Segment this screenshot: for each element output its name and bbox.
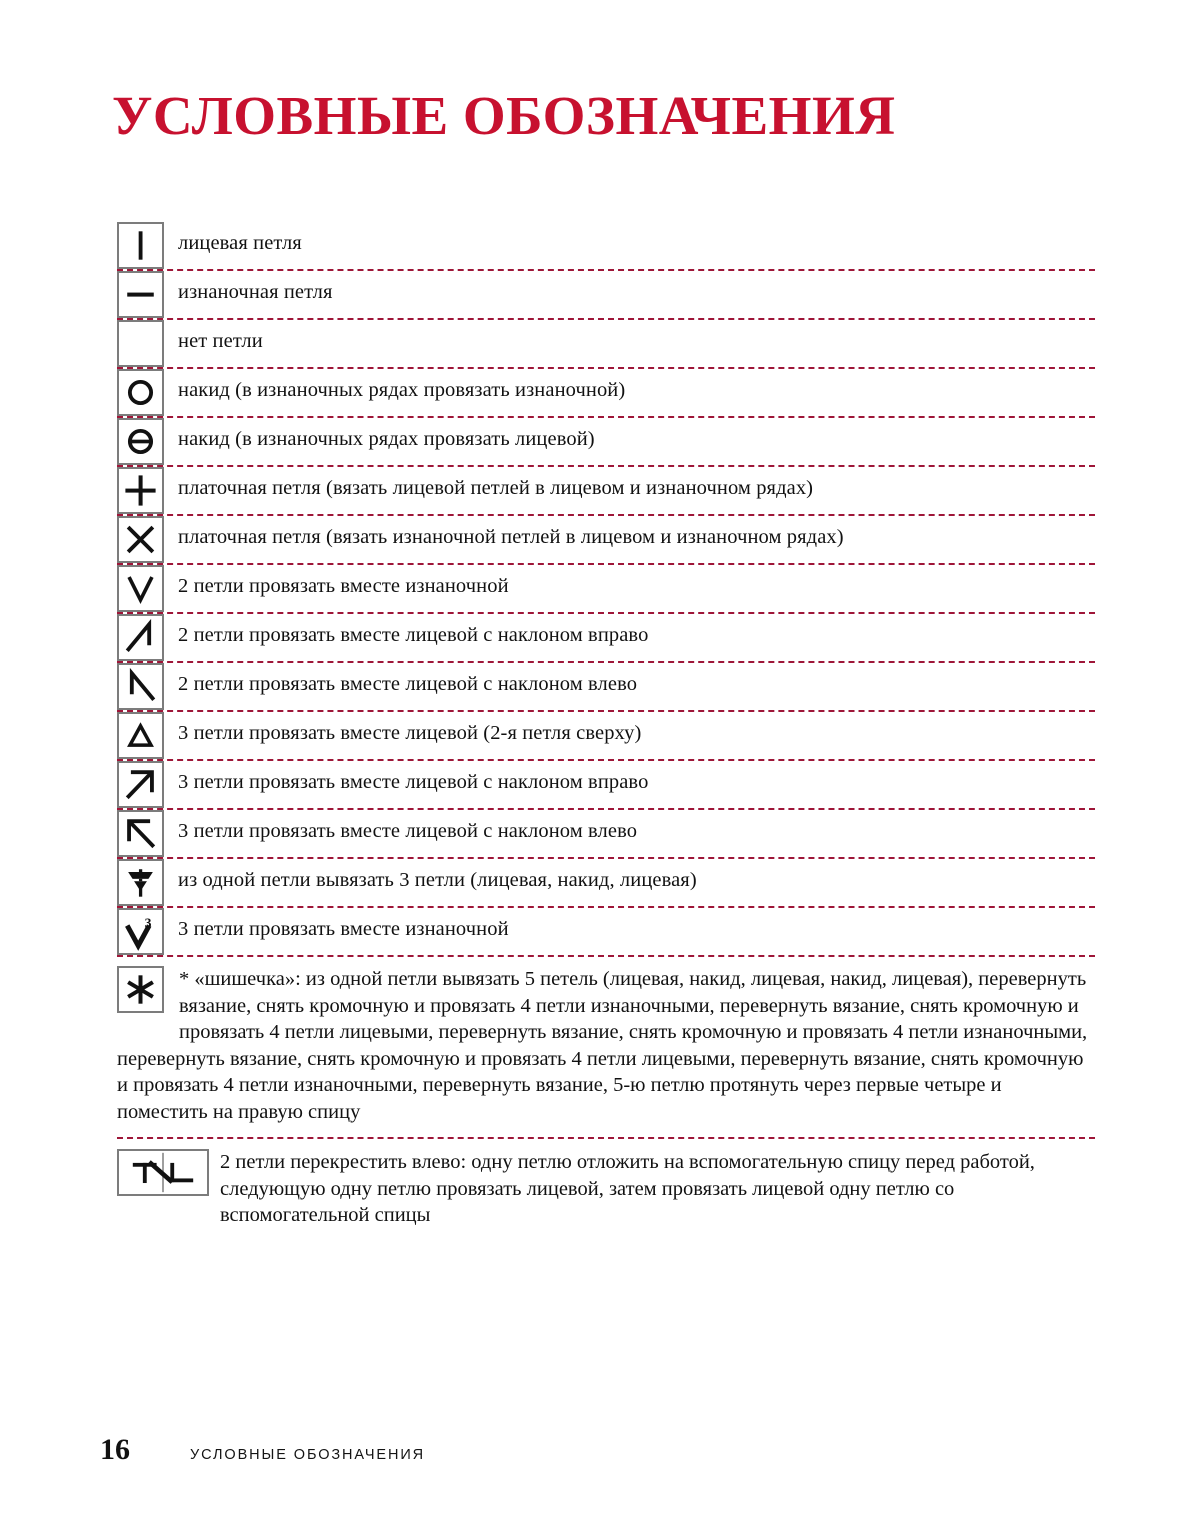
legend-row <box>117 614 1095 661</box>
plus-symbol <box>117 467 164 514</box>
symbol-cell <box>117 1149 209 1205</box>
legend-description: 3 петли провязать вместе изнаночной <box>178 918 509 940</box>
horizontal-bar-symbol <box>117 271 164 318</box>
symbol-cell <box>117 467 166 514</box>
svg-text:3: 3 <box>144 915 152 931</box>
triangle-symbol <box>117 712 164 759</box>
legend-description: изнаночная петля <box>178 281 333 303</box>
legend-description: лицевая петля <box>178 232 302 254</box>
symbol-cell <box>117 966 166 1020</box>
legend-description: 2 петли провязать вместе лицевой с наклоном влево <box>178 673 638 695</box>
legend-description: 2 петли провязать вместе лицевой с наклоном вправо <box>178 624 649 646</box>
footer-section-label: УСЛОВНЫЕ ОБОЗНАЧЕНИЯ <box>190 1447 426 1463</box>
diagonal-right-symbol <box>117 614 164 661</box>
page-title: УСЛОВНЫЕ ОБОЗНАЧЕНИЯ <box>112 85 896 146</box>
circle-with-bar-symbol <box>117 418 164 465</box>
legend-row <box>117 222 1095 269</box>
symbol-cell <box>117 516 166 563</box>
empty-box-symbol <box>117 320 164 367</box>
vertical-bar-symbol <box>117 222 164 269</box>
legend-row <box>117 810 1095 857</box>
legend-row <box>117 271 1095 318</box>
symbol-cell <box>117 712 166 759</box>
legend-description: 3 петли провязать вместе лицевой с наклоном вправо <box>178 771 649 793</box>
symbol-cell <box>117 614 166 661</box>
page-footer <box>100 1433 425 1467</box>
legend-description: 3 петли провязать вместе лицевой (2-я петля сверху) <box>178 722 642 744</box>
legend-row <box>117 859 1095 906</box>
legend-row <box>117 565 1095 612</box>
symbol-cell <box>117 369 166 416</box>
legend-description: платочная петля (вязать лицевой петлей в лицевом и изнаночном рядах) <box>178 477 814 499</box>
legend-row <box>117 418 1095 465</box>
legend-row <box>117 761 1095 808</box>
arrow-up-left-symbol <box>117 810 164 857</box>
symbol-cell <box>117 908 166 955</box>
vee-symbol <box>117 565 164 612</box>
bobble-description: * «шишечка»: из одной петли вывязать 5 петель (лицевая, накид, лицевая, накид, лицевая), перевернуть вязание, снять кромочную и провязать 4 петли изнаночными, перевернуть вязание, снять кромочную и провязать 4 петли лицевыми, перевернуть вязание, снять кромочную и провязать 4 петли изнаночными, перевернуть вязание, снять кромочную и провязать 4 петли лицевыми, перевернуть вязание, снять кромочную и провязать 4 петли изнаночными, перевернуть вязание, 5-ю петлю протянуть через первые четыре и поместить на правую спицу <box>117 968 1088 1123</box>
page-number: 16 <box>100 1433 130 1466</box>
arrow-up-right-symbol <box>117 761 164 808</box>
cable-cross-left-symbol <box>117 1149 209 1196</box>
filled-triangle-stem-symbol <box>117 859 164 906</box>
legend-description: 2 петли провязать вместе изнаночной <box>178 575 509 597</box>
symbol-cell <box>117 859 166 906</box>
legend-row <box>117 467 1095 514</box>
legend-row <box>117 712 1095 759</box>
legend-table <box>117 222 1095 1229</box>
symbol-cell <box>117 761 166 808</box>
symbol-cell <box>117 565 166 612</box>
legend-row <box>117 369 1095 416</box>
bobble-row <box>117 966 1095 1125</box>
cable-row <box>117 1149 1095 1229</box>
symbol-cell <box>117 418 166 465</box>
legend-description: нет петли <box>178 330 263 352</box>
symbol-cell <box>117 810 166 857</box>
legend-description: платочная петля (вязать изнаночной петлей в лицевом и изнаночном рядах) <box>178 526 844 548</box>
vee-superscript-three-symbol <box>117 908 164 955</box>
legend-description: накид (в изнаночных рядах провязать изнаночной) <box>178 379 626 401</box>
legend-description: из одной петли вывязать 3 петли (лицевая, накид, лицевая) <box>178 869 697 891</box>
symbol-cell <box>117 663 166 710</box>
legend-description: 3 петли провязать вместе лицевой с наклоном влево <box>178 820 638 842</box>
circle-symbol <box>117 369 164 416</box>
diagonal-left-symbol <box>117 663 164 710</box>
legend-row <box>117 516 1095 563</box>
cross-symbol <box>117 516 164 563</box>
legend-row <box>117 663 1095 710</box>
symbol-cell <box>117 271 166 318</box>
legend-row <box>117 320 1095 367</box>
legend-row <box>117 908 1095 955</box>
asterisk-symbol <box>117 966 164 1013</box>
cable-description: 2 петли перекрестить влево: одну петлю отложить на вспомогательную спицу перед работой, следующую одну петлю провязать лицевой, затем провязать лицевой одну петлю со вспомогательной спицы <box>220 1151 1035 1226</box>
symbol-cell <box>117 222 166 269</box>
legend-description: накид (в изнаночных рядах провязать лицевой) <box>178 428 595 450</box>
symbol-cell <box>117 320 166 367</box>
